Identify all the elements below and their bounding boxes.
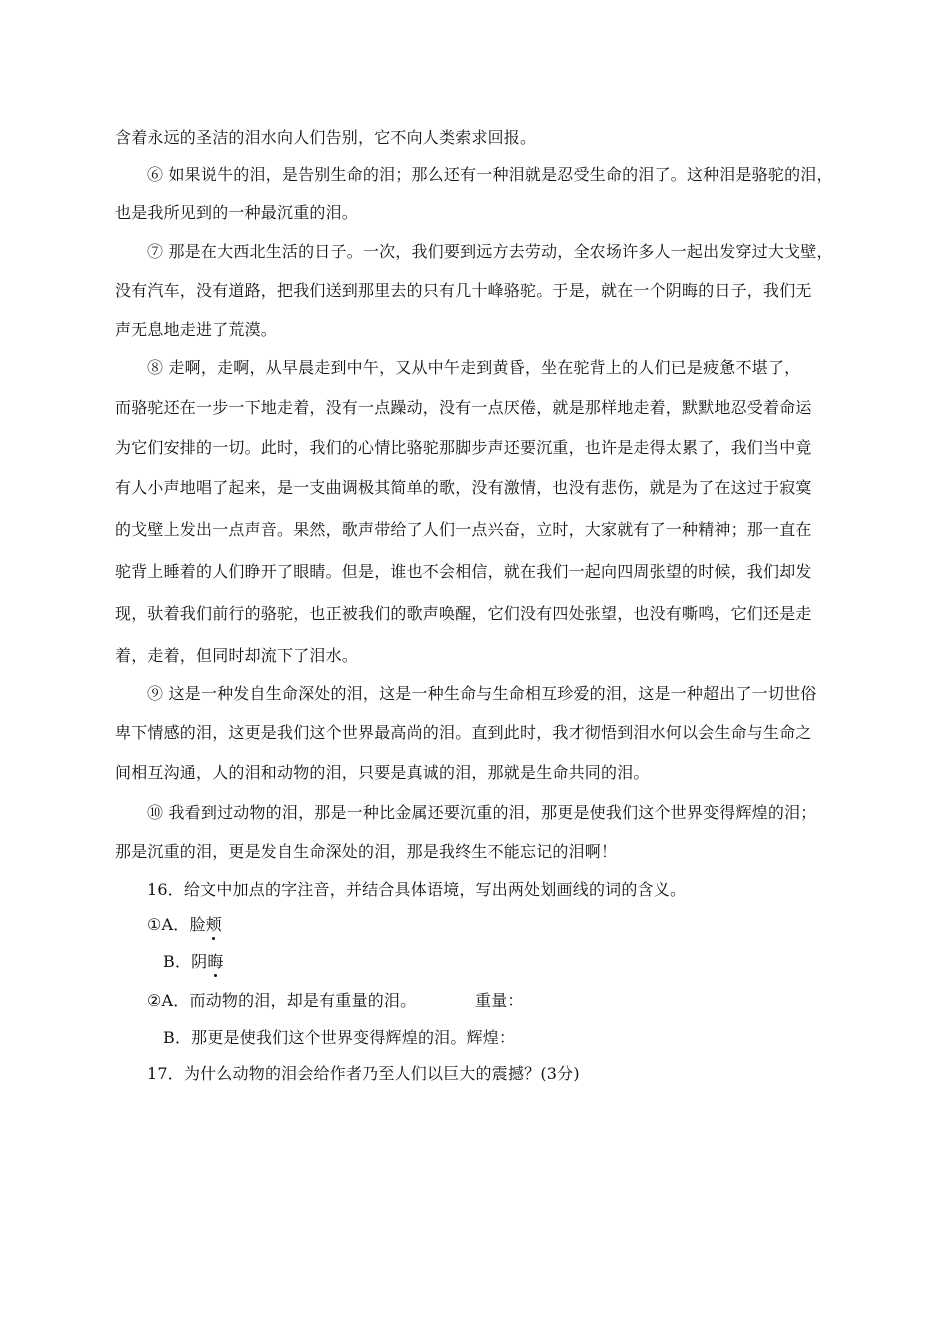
question-16-item-3-text: ②A．而动物的泪，却是有重量的泪。 <box>147 991 417 1010</box>
passage-line-12: 驼背上睡着的人们睁开了眼睛。但是，谁也不会相信，就在我们一起向四周张望的时候，我们却发 <box>115 562 812 581</box>
passage-line-11: 的戈壁上发出一点声音。果然，歌声带给了人们一点兴奋，立时，大家就有了一种精神；那一直在 <box>115 520 812 539</box>
question-16-item-2-marker: B． <box>163 952 192 971</box>
passage-line-16: 卑下情感的泪，这更是我们这个世界最高尚的泪。直到此时，我才彻悟到泪水何以会生命与生命之 <box>115 723 812 742</box>
question-16-stem: 16．给文中加点的字注音，并结合具体语境，写出两处划画线的词的含义。 <box>147 880 687 899</box>
question-16-item-2-prefix: 阴 <box>191 952 208 971</box>
passage-line-3: 也是我所见到的一种最沉重的泪。 <box>115 203 359 222</box>
question-16-item-1 <box>147 915 222 935</box>
question-16-item-1-marker: ①A． <box>147 915 190 934</box>
passage-line-2-text: ⑥ 如果说牛的泪，是告别生命的泪；那么还有一种泪就是忍受生命的泪了。这种泪是骆驼的泪， <box>147 165 833 184</box>
question-17-stem: 17．为什么动物的泪会给作者乃至人们以巨大的震撼？(3分) <box>147 1064 580 1083</box>
passage-line-19: 那是沉重的泪，更是发自生命深处的泪，那是我终生不能忘记的泪啊！ <box>115 842 618 861</box>
question-16-item-4: B．那更是使我们这个世界变得辉煌的泪。辉煌： <box>163 1028 516 1047</box>
passage-line-18: ⑩ 我看到过动物的泪，那是一种比金属还要沉重的泪，那更是使我们这个世界变得辉煌的泪； <box>147 803 817 822</box>
passage-line-8: 而骆驼还在一步一下地走着，没有一点躁动，没有一点厌倦，就是那样地走着，默默地忍受着命运 <box>115 398 812 417</box>
passage-line-14: 着，走着，但同时却流下了泪水。 <box>115 646 359 665</box>
question-16-item-3-label: 重量： <box>475 991 524 1010</box>
emphasis-dot-char: 晦 <box>207 952 224 971</box>
passage-line-6: 声无息地走进了荒漠。 <box>115 320 278 339</box>
emphasis-dot-char: 颊 <box>205 915 222 934</box>
passage-line-10: 有人小声地唱了起来，是一支曲调极其简单的歌，没有激情，也没有悲伤，就是为了在这过于寂寞 <box>115 478 812 497</box>
question-16-item-3 <box>147 991 416 1011</box>
passage-line-9: 为它们安排的一切。此时，我们的心情比骆驼那脚步声还要沉重，也许是走得太累了，我们当中竟 <box>115 438 812 457</box>
passage-line-2 <box>147 165 834 185</box>
passage-line-15: ⑨ 这是一种发自生命深处的泪，这是一种生命与生命相互珍爱的泪，这是一种超出了一切世俗 <box>147 684 817 703</box>
passage-line-1: 含着永远的圣洁的泪水向人们告别，它不向人类索求回报。 <box>115 128 537 147</box>
question-16-item-1-prefix: 脸 <box>189 915 206 934</box>
passage-line-4: ⑦ 那是在大西北生活的日子。一次，我们要到远方去劳动，全农场许多人一起出发穿过大戈壁， <box>147 242 833 261</box>
passage-line-5: 没有汽车，没有道路，把我们送到那里去的只有几十峰骆驼。于是，就在一个阴晦的日子，我们无 <box>115 281 812 300</box>
passage-line-13: 现，驮着我们前行的骆驼，也正被我们的歌声唤醒，它们没有四处张望，也没有嘶鸣，它们还是走 <box>115 604 812 623</box>
passage-line-7: ⑧ 走啊，走啊，从早晨走到中午，又从中午走到黄昏，坐在驼背上的人们已是疲惫不堪了， <box>147 358 801 377</box>
question-16-item-2 <box>163 952 224 972</box>
passage-line-17: 间相互沟通，人的泪和动物的泪，只要是真诚的泪，那就是生命共同的泪。 <box>115 763 650 782</box>
